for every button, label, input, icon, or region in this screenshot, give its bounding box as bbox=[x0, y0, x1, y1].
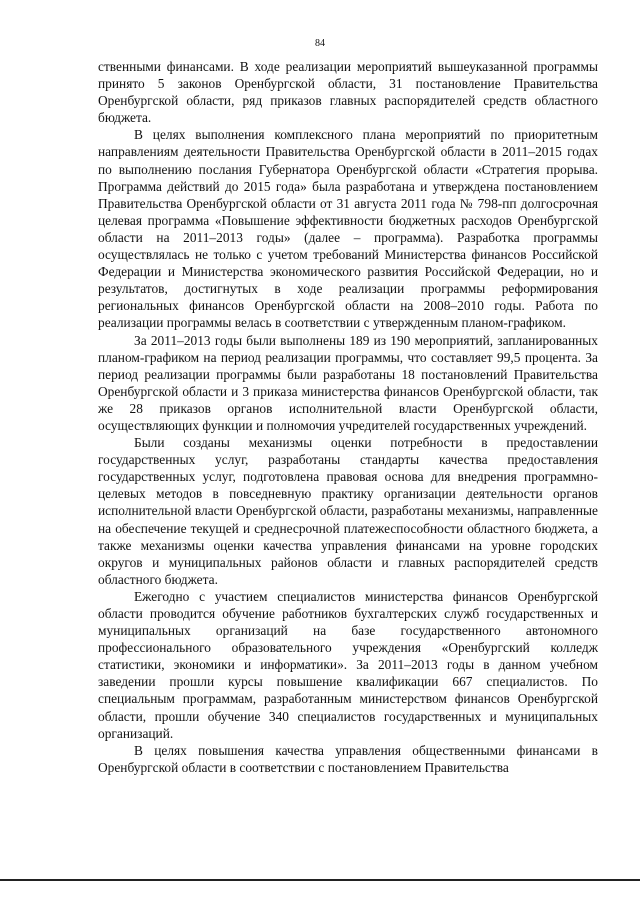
document-body bbox=[98, 58, 598, 776]
paragraph-mechanisms: Были созданы механизмы оценки потребности в предоставлении государственных услуг, разработаны стандарты качества предоставления государственных услуг, подготовлена правовая основа для внедрения программно-целевых методов в повседневную практику организации деятельности органов исполнительной власти Оренбургской области, разработаны механизмы, направленные на обеспечение текущей и среднесрочной платежеспособности областного бюджета, а также механизмы оценки качества управления финансами на уровне городских округов и муниципальных районов области и главных распорядителей средств областного бюджета. bbox=[98, 435, 598, 587]
paragraph-program-development: В целях выполнения комплексного плана мероприятий по приоритетным направлениям деятельности Правительства Оренбургской области в 2011–2015 годах по выполнению послания Губернатора Оренбургской области «Стратегия прорыва. Программа действий до 2015 года» была разработана и утверждена постановлением Правительства Оренбургской области от 31 августа 2011 года № 798-пп долгосрочная целевая программа «Повышение эффективности бюджетных расходов Оренбургской области на 2011–2013 годы» (далее – программа). Разработка программы осуществлялась не только с учетом требований Министерства финансов Российской Федерации и Министерства экономического развития Российской Федерации, но и результатов, достигнутых в ходе реализации программы реформирования региональных финансов Оренбургской области на 2008–2010 годы. Работа по реализации программы велась в соответствии с утвержденным планом-графиком. bbox=[98, 127, 598, 331]
paragraph-program-results: За 2011–2013 годы были выполнены 189 из 190 мероприятий, запланированных планом-графиком на период реализации программы, что составляет 99,5 процента. За период реализации программы были разработаны 18 постановлений Правительства Оренбургской области и 3 приказа министерства финансов Оренбургской области, так же 28 приказов органов исполнительной власти Оренбургской области, осуществляющих функции и полномочия учредителей государственных учреждений. bbox=[98, 332, 598, 433]
page-number: 84 bbox=[315, 38, 325, 49]
paragraph-quality-management: В целях повышения качества управления общественными финансами в Оренбургской области в соответствии с постановлением Правительства bbox=[98, 742, 598, 775]
paragraph-continuation: ственными финансами. В ходе реализации мероприятий вышеуказанной программы принято 5 законов Оренбургской области, 31 постановление Правительства Оренбургской области, ряд приказов главных распорядителей средств областного бюджета. bbox=[98, 59, 598, 126]
paragraph-training: Ежегодно с участием специалистов министерства финансов Оренбургской области проводится обучение работников бухгалтерских служб государственных и муниципальных организаций на базе государственного автономного профессионального образовательного учреждения «Оренбургский колледж статистики, экономики и информатики». За 2011–2013 годы в данном учебном заведении прошли курсы повышение квалификации 667 специалистов. По специальным программам, разработанным министерством финансов Оренбургской области, прошли обучение 340 специалистов государственных и муниципальных организаций. bbox=[98, 588, 598, 741]
bottom-scan-rule bbox=[0, 879, 640, 881]
